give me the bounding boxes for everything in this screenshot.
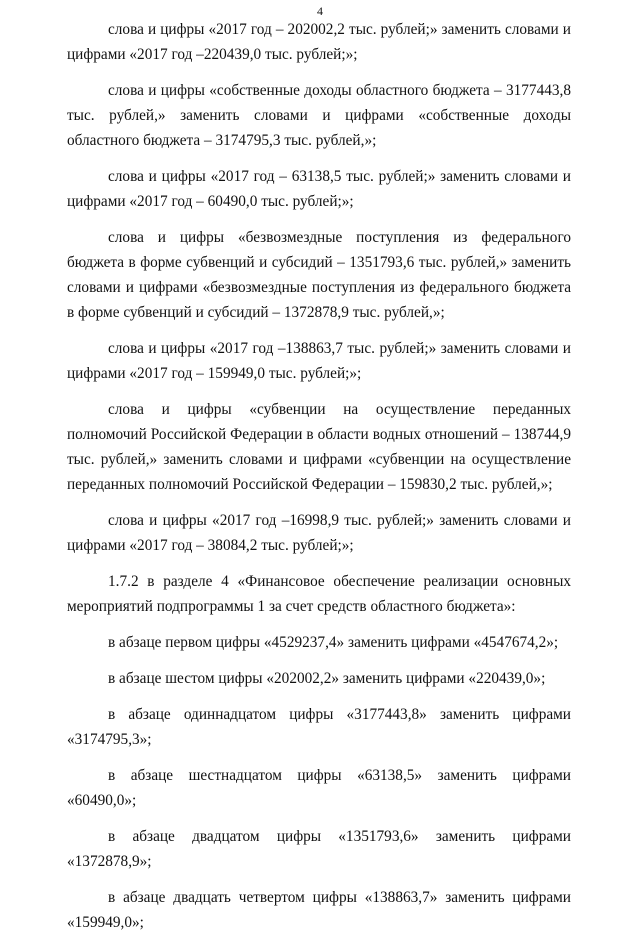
paragraph: в абзаце шестом цифры «202002,2» заменить цифрами «220439,0»; — [108, 670, 546, 687]
paragraph: слова и цифры «2017 год –138863,7 тыс. рублей;» заменить словами и цифрами «2017 год – 159949,0 тыс. рублей;»; — [67, 340, 571, 382]
paragraph-line: в абзаце двадцать четвертом цифры «138863,7» заменить цифрами — [108, 889, 571, 906]
document-body — [67, 17, 571, 946]
section-heading-paragraph: 1.7.2 в разделе 4 «Финансовое обеспечение реализации основных мероприятий подпрограммы 1 за счет средств областного бюджета»: — [67, 573, 571, 615]
paragraph-line: в абзаце одиннадцатом цифры «3177443,8» заменить цифрами — [108, 706, 571, 723]
paragraph-line: «3174795,3»; — [67, 731, 152, 748]
paragraph: слова и цифры «2017 год – 202002,2 тыс. рублей;» заменить словами и цифрами «2017 год –220439,0 тыс. рублей;»; — [67, 21, 571, 63]
paragraph — [67, 702, 571, 752]
paragraph: в абзаце первом цифры «4529237,4» заменить цифрами «4547674,2»; — [108, 634, 559, 651]
paragraph: в абзаце шестнадцатом цифры «63138,5» заменить цифрами «60490,0»; — [67, 767, 571, 809]
page-number: 4 — [317, 4, 323, 18]
paragraph — [67, 885, 571, 935]
paragraph: слова и цифры «2017 год –16998,9 тыс. рублей;» заменить словами и цифрами «2017 год – 38084,2 тыс. рублей;»; — [67, 512, 571, 554]
paragraph: слова и цифры «собственные доходы областного бюджета – 3177443,8 тыс. рублей,» заменить словами и цифрами «собственные доходы областного бюджета – 3174795,3 тыс. рублей,»; — [67, 82, 571, 149]
paragraph: слова и цифры «безвозмездные поступления из федерального бюджета в форме субвенций и субсидий – 1351793,6 тыс. рублей,» заменить словами и цифрами «безвозмездные поступления из федерального бюджета в форме субвенций и субсидий – 1372878,9 тыс. рублей,»; — [67, 229, 571, 321]
paragraph: в абзаце двадцатом цифры «1351793,6» заменить цифрами «1372878,9»; — [67, 828, 571, 870]
paragraph: слова и цифры «2017 год – 63138,5 тыс. рублей;» заменить словами и цифрами «2017 год – 60490,0 тыс. рублей;»; — [67, 168, 571, 210]
paragraph: слова и цифры «субвенции на осуществление переданных полномочий Российской Федерации в области водных отношений – 138744,9 тыс. рублей,» заменить словами и цифрами «субвенции на осуществление переданных полномочий Российской Федерации – 159830,2 тыс. рублей,»; — [67, 401, 571, 493]
paragraph-line: «159949,0»; — [67, 914, 144, 931]
